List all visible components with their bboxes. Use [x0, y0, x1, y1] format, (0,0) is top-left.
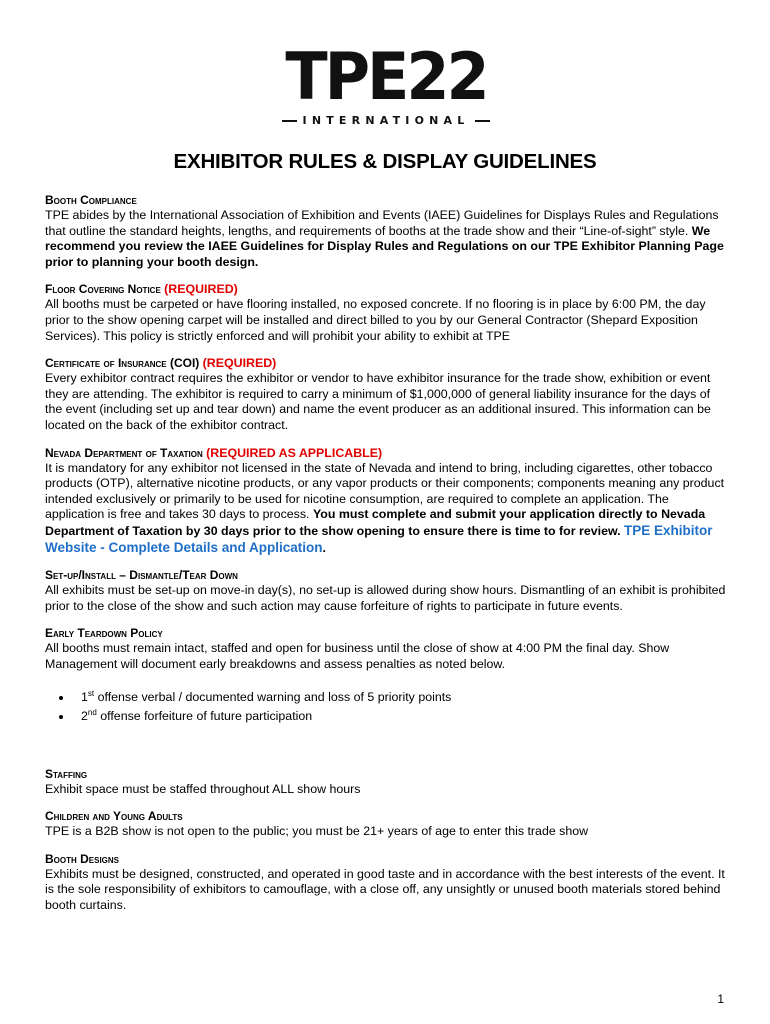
document-body	[45, 193, 727, 926]
logo-sub-text: INTERNATIONAL	[302, 114, 470, 127]
section-text	[45, 208, 727, 270]
link-period: .	[322, 540, 326, 555]
ordinal-number: 1	[81, 690, 88, 705]
page-title: EXHIBITOR RULES & DISPLAY GUIDELINES	[173, 150, 597, 173]
section-early-teardown	[45, 626, 727, 754]
section-text: Every exhibitor contract requires the exhibitor or vendor to have exhibitor insurance for the trade show, exhibition or event they are attending. The exhibitor is required to carry a minimum of $1,000,000 of general liability insurance for the days of the event (including set up and tear down) and name the event producer as an additional insured. This information can be located on the back of the exhibitor contract.	[45, 371, 711, 432]
heading-label: Floor Covering Notice	[45, 282, 161, 297]
logo-rule-right	[475, 120, 490, 122]
penalty-list	[45, 690, 727, 724]
section-insurance	[45, 356, 727, 433]
body-text: TPE abides by the International Association of Exhibition and Events (IAEE) Guidelines for Displays Rules and Regulations that outline the standard heights, lengths, and requirements of booths at the trade show and their “Line-of-sight” style.	[45, 208, 719, 238]
list-item	[73, 690, 727, 706]
page-number: 1	[717, 992, 724, 1006]
list-item	[73, 709, 727, 725]
tpe22-logo	[276, 38, 496, 127]
bold-text: You must complete and submit your application directly to Nevada Department of Taxation by 30 days prior to the show opening to ensure there is time to for review.	[45, 507, 706, 538]
section-booth-compliance	[45, 193, 727, 270]
section-staffing	[45, 767, 727, 798]
section-floor-covering	[45, 282, 727, 344]
logo-main-text: TPE22	[285, 38, 487, 115]
required-badge: (REQUIRED)	[164, 282, 238, 297]
section-booth-designs	[45, 852, 727, 914]
section-heading: Early Teardown Policy	[45, 626, 163, 641]
spacer	[45, 739, 727, 755]
section-heading: Children and Young Adults	[45, 809, 183, 824]
heading-label: Nevada Department of Taxation	[45, 445, 203, 460]
section-text	[45, 461, 727, 557]
section-text: Exhibit space must be staffed throughout ALL show hours	[45, 781, 361, 796]
section-heading	[45, 282, 727, 297]
tpe-exhibitor-website-link[interactable]: TPE Exhibitor Website - Complete Details and Application	[45, 522, 713, 555]
section-heading	[45, 356, 727, 371]
section-heading: Set-up/Install – Dismantle/Tear Down	[45, 568, 238, 583]
section-heading: Booth Compliance	[45, 193, 137, 207]
section-text: All booths must remain intact, staffed and open for business until the close of show at 4:00 PM the final day. Show Management will document early breakdowns and assess penalties as noted below.	[45, 641, 670, 671]
section-children	[45, 809, 727, 840]
section-text: All booths must be carpeted or have flooring installed, no exposed concrete. If no flooring is in place by 6:00 PM, the day prior to the show opening carpet will be installed and direct billed to you by our General Contractor (Shepard Exposition Services). This policy is strictly enforced and will prohibit your ability to exhibit at TPE	[45, 297, 706, 343]
section-heading: Staffing	[45, 766, 88, 781]
logo-sub	[276, 114, 496, 127]
list-item-text: offense forfeiture of future participation	[96, 709, 313, 724]
body-text: It is mandatory for any exhibitor not licensed in the state of Nevada and intend to bring, including cigarettes, other tobacco products (OTP), alternative nicotine products, or any vapor products or their components; components meaning any product intended exclusively or primarily to be used for nicotine consumption, are required to complete an application. The application is free and takes 30 days to process.	[45, 460, 725, 522]
section-heading	[45, 446, 727, 461]
section-text: TPE is a B2B show is not open to the public; you must be 21+ years of age to enter this trade show	[45, 824, 589, 839]
ordinal-suffix: st	[87, 689, 95, 699]
list-item-text: offense verbal / documented warning and loss of 5 priority points	[94, 690, 452, 705]
section-nevada-taxation	[45, 446, 727, 557]
logo-rule-left	[282, 120, 297, 122]
section-text: All exhibits must be set-up on move-in day(s), no set-up is allowed during show hours. Dismantling of an exhibit is prohibited prior to the close of the show and such action may cause forfeiture of rights to participate in future events.	[45, 583, 726, 613]
required-badge: (REQUIRED AS APPLICABLE)	[206, 445, 383, 460]
ordinal-suffix: nd	[87, 707, 97, 717]
section-setup-dismantle	[45, 568, 727, 614]
section-heading: Booth Designs	[45, 851, 120, 866]
section-text: Exhibits must be designed, constructed, and operated in good taste and in accordance with the best interests of the event. It is the sole responsibility of exhibitors to camouflage, with a close off, any unsightly or unused booth materials stored behind booth curtains.	[45, 866, 725, 913]
ordinal-number: 2	[81, 709, 88, 724]
bold-text: We recommend you review the IAEE Guidelines for Display Rules and Regulations on our TPE Exhibitor Planning Page prior to planning your booth design.	[45, 223, 724, 269]
required-badge: (REQUIRED)	[202, 356, 277, 371]
heading-label: Certificate of Insurance (COI)	[45, 356, 200, 371]
